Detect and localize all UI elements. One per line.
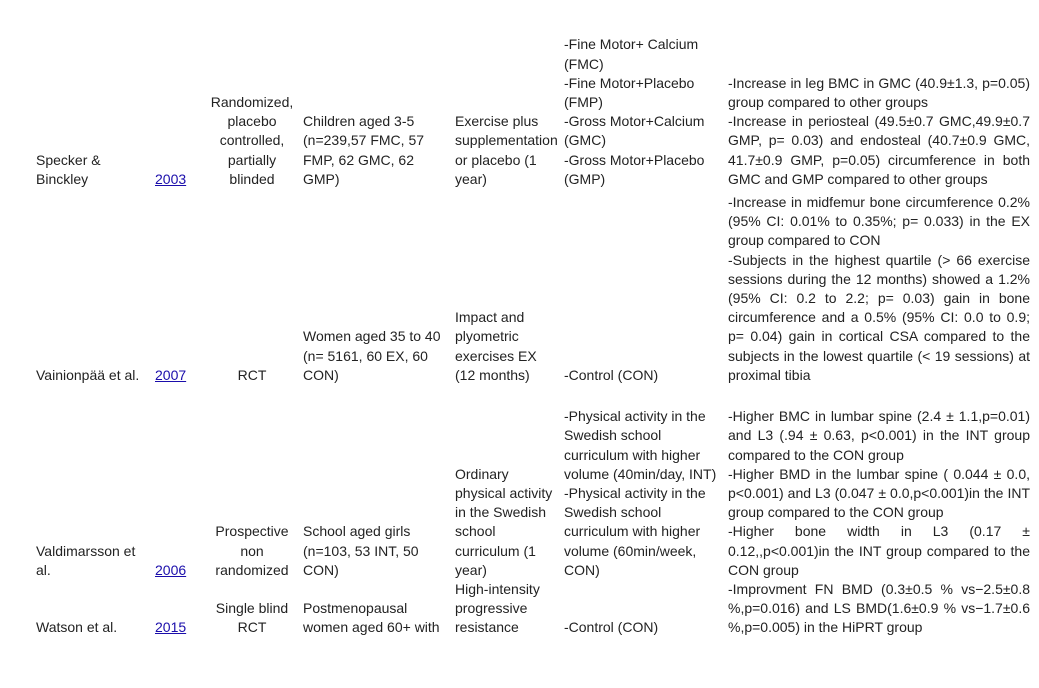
year-cell [152, 580, 204, 688]
outcomes-cell [725, 580, 1033, 688]
group-item: -Control (CON) [564, 619, 659, 635]
table-row [33, 580, 1033, 688]
design-cell [204, 580, 300, 688]
outcome-item: -Higher bone width in L3 (0.17 ± 0.12,,p<0.001)in the INT group compared to the CON group [728, 523, 1030, 578]
study-name-cell [33, 189, 152, 385]
year-cell [152, 385, 204, 580]
design-cell [204, 189, 300, 385]
participants-cell [300, 385, 452, 580]
group-item: -Physical activity in the Swedish school curriculum with higher volume (40min/day, INT) [564, 408, 717, 482]
study-name: Watson et al. [36, 619, 118, 635]
intervention: Impact and plyometric exercises EX (12 months) [455, 309, 537, 383]
outcome-item: -Subjects in the highest quartile (> 66 exercise sessions during the 12 months) showed a 1.2% (95% CI: 0.2 to 2.2; p= 0.03) gain in bone circumference and a 0.5% (95% CI: 0.0 to 0.9; p= 0.04) gain in cortical CSA compared to the subjects in the lowest quartile (< 19 sessions) at proximal tibia [728, 251, 1030, 383]
year-link[interactable]: 2007 [155, 366, 187, 383]
table-row [33, 385, 1033, 580]
group-item: -Fine Motor+Placebo (FMP) [564, 74, 695, 110]
groups-cell [561, 0, 725, 189]
outcome-item: -Improvment FN BMD (0.3±0.5 % vs−2.5±0.8 %,p=0.016) and LS BMD(1.6±0.9 % vs−1.7±0.6 %,p=0.005) in the HiPRT group [728, 581, 1030, 636]
design-cell [204, 0, 300, 189]
year-link[interactable]: 2015 [155, 619, 187, 635]
group-item: -Physical activity in the Swedish school curriculum with higher volume (60min/week, CON) [564, 484, 706, 578]
participants-cell [300, 189, 452, 385]
year-link[interactable]: 2003 [155, 170, 187, 187]
group-item: -Control (CON) [564, 366, 659, 383]
outcomes-cell [725, 189, 1033, 385]
participants: School aged girls (n=103, 53 INT, 50 CON) [303, 523, 419, 578]
groups-cell [561, 385, 725, 580]
study-name-cell [33, 385, 152, 580]
table-row [33, 0, 1033, 189]
intervention: Exercise plus supplementation or placebo (1 year) [455, 113, 558, 187]
table-row [33, 189, 1033, 385]
intervention: High-intensity progressive resistance [455, 581, 540, 636]
participants: Postmenopausal women aged 60+ with [303, 600, 440, 636]
study-name: Specker & Binckley [36, 151, 101, 187]
intervention-cell [452, 189, 561, 385]
outcomes-cell [725, 0, 1033, 189]
study-name-cell [33, 580, 152, 688]
study-name: Valdimarsson et al. [36, 542, 136, 578]
study-name-cell [33, 0, 152, 189]
study-design: Randomized, placebo controlled, partially blinded [210, 93, 294, 187]
intervention-cell [452, 385, 561, 580]
group-item: -Gross Motor+Placebo (GMP) [564, 151, 705, 187]
group-item: -Gross Motor+Calcium (GMC) [564, 113, 705, 149]
study-design: RCT [237, 366, 267, 383]
participants-cell [300, 0, 452, 189]
study-design: Single blind RCT [215, 600, 289, 636]
outcome-item: -Increase in leg BMC in GMC (40.9±1.3, p=0.05) group compared to other groups [728, 74, 1030, 110]
intervention-cell [452, 0, 561, 189]
year-cell [152, 189, 204, 385]
participants: Children aged 3-5 (n=239,57 FMC, 57 FMP, 62 GMC, 62 GMP) [303, 113, 425, 187]
outcome-item: -Increase in midfemur bone circumference 0.2% (95% CI: 0.01% to 0.35%; p= 0.033) in the EX group compared to CON [728, 193, 1030, 249]
study-name: Vainionpää et al. [36, 366, 140, 383]
outcome-item: -Increase in periosteal (49.5±0.7 GMC,49.9±0.7 GMP, p= 0.03) and endosteal (40.7±0.9 GMC, 41.7±0.9 GMP, p=0.05) circumference in both GMC and GMP compared to other groups [728, 113, 1030, 187]
design-cell [204, 385, 300, 580]
groups-cell [561, 189, 725, 385]
outcome-item: -Higher BMD in the lumbar spine ( 0.044 ± 0.0, p<0.001) and L3 (0.047 ± 0.0,p<0.001)in the INT group compared to the CON group [728, 465, 1030, 521]
outcomes-cell [725, 385, 1033, 580]
intervention: Ordinary physical activity in the Swedish school curriculum (1 year) [455, 465, 553, 578]
participants-cell [300, 580, 452, 688]
study-design: Prospective non randomized [215, 523, 289, 578]
participants: Women aged 35 to 40 (n= 5161, 60 EX, 60 CON) [303, 328, 441, 383]
year-link[interactable]: 2006 [155, 561, 187, 578]
group-item: -Fine Motor+ Calcium (FMC) [564, 36, 699, 72]
intervention-cell [452, 580, 561, 688]
studies-table [33, 0, 1033, 688]
year-cell [152, 0, 204, 189]
outcome-item: -Higher BMC in lumbar spine (2.4 ± 1.1,p=0.01) and L3 (.94 ± 0.63, p<0.001) in the INT group compared to the CON group [728, 408, 1030, 463]
groups-cell [561, 580, 725, 688]
